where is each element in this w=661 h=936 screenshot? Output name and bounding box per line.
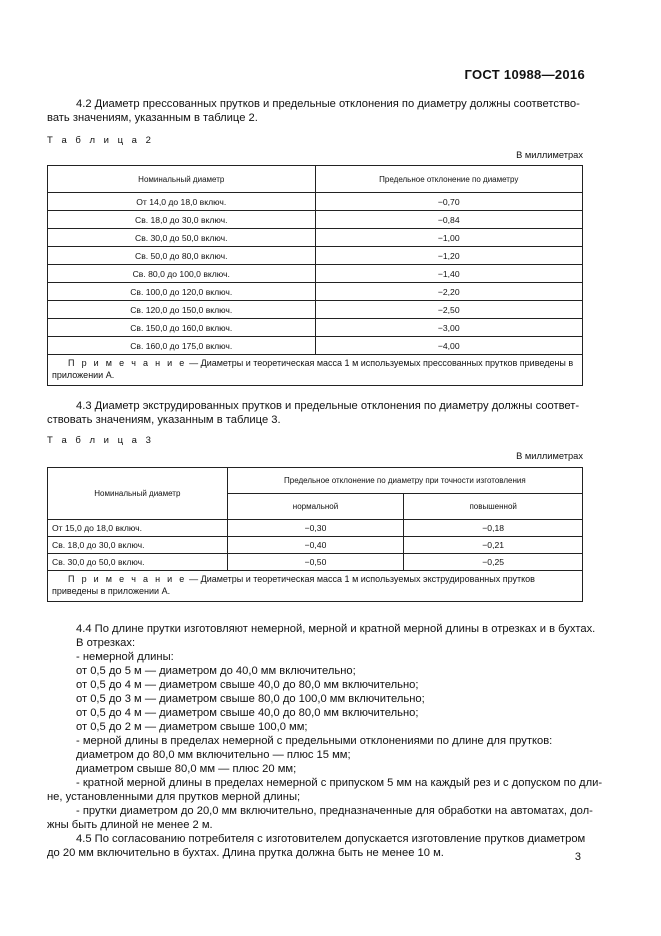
table-cell: Св. 30,0 до 50,0 включ. (48, 554, 228, 571)
table-row (48, 229, 583, 247)
table-3-caption: Т а б л и ц а 3 (47, 435, 154, 446)
table-row (48, 319, 583, 337)
section-4-4-line: диаметром свыше 80,0 мм — плюс 20 мм; (76, 763, 297, 775)
table-cell: Св. 150,0 до 160,0 включ. (48, 319, 316, 337)
table-cell: −2,20 (315, 283, 583, 301)
section-4-4-line: - кратной мерной длины в пределах немерной с припуском 5 мм на каждый рез и с допуском по дли- (76, 777, 603, 789)
section-4-4-line: жны быть длиной не менее 2 м. (47, 819, 213, 831)
section-4-2-line-1: 4.2 Диаметр прессованных прутков и предельные отклонения по диаметру должны соответство- (76, 98, 580, 110)
document-header: ГОСТ 10988—2016 (464, 67, 585, 82)
section-4-4-line: от 0,5 до 3 м — диаметром свыше 80,0 до 100,0 мм включительно; (76, 693, 425, 705)
table-cell: −0,25 (404, 554, 583, 571)
table-3-header-group: Предельное отклонение по диаметру при точности изготовления (227, 468, 582, 494)
table-cell: −0,21 (404, 537, 583, 554)
note-text: — Диаметры и теоретическая масса 1 м используемых экструдированных прутков приведены в приложении А. (52, 574, 535, 596)
section-4-4-line: диаметром до 80,0 мм включительно — плюс 15 мм; (76, 749, 351, 761)
section-4-4-line: от 0,5 до 2 м — диаметром свыше 100,0 мм; (76, 721, 308, 733)
table-row (48, 520, 583, 537)
table-3 (47, 467, 583, 602)
table-row (48, 211, 583, 229)
table-cell: −1,20 (315, 247, 583, 265)
section-4-4-line: не, установленными для прутков мерной длины; (47, 791, 301, 803)
table-row (48, 283, 583, 301)
table-3-header-high: повышенной (404, 494, 583, 520)
table-cell: Св. 18,0 до 30,0 включ. (48, 537, 228, 554)
table-cell: −0,18 (404, 520, 583, 537)
table-cell: −3,00 (315, 319, 583, 337)
table-cell: Св. 160,0 до 175,0 включ. (48, 337, 316, 355)
table-cell: Св. 18,0 до 30,0 включ. (48, 211, 316, 229)
table-cell: −1,40 (315, 265, 583, 283)
table-cell: Св. 50,0 до 80,0 включ. (48, 247, 316, 265)
table-cell: От 14,0 до 18,0 включ. (48, 193, 316, 211)
table-cell: −0,40 (227, 537, 404, 554)
section-4-2-line-2: вать значениям, указанным в таблице 2. (47, 112, 258, 124)
table-cell: −4,00 (315, 337, 583, 355)
table-cell: Св. 80,0 до 100,0 включ. (48, 265, 316, 283)
table-cell: От 15,0 до 18,0 включ. (48, 520, 228, 537)
note-label: П р и м е ч а н и е (68, 574, 187, 584)
table-row (48, 193, 583, 211)
table-row (48, 337, 583, 355)
table-2-header-diameter: Номинальный диаметр (48, 166, 316, 193)
table-cell: −0,50 (227, 554, 404, 571)
section-4-4-line: от 0,5 до 5 м — диаметром до 40,0 мм включительно; (76, 665, 356, 677)
table-row (48, 537, 583, 554)
table-3-note (48, 571, 583, 602)
table-3-units: В миллиметрах (516, 451, 583, 461)
table-row (48, 265, 583, 283)
table-cell: Св. 100,0 до 120,0 включ. (48, 283, 316, 301)
section-4-4-line: от 0,5 до 4 м — диаметром свыше 40,0 до 80,0 мм включительно; (76, 679, 419, 691)
table-cell: −0,70 (315, 193, 583, 211)
table-cell: −2,50 (315, 301, 583, 319)
table-row (48, 301, 583, 319)
section-4-4-line: - мерной длины в пределах немерной с предельными отклонениями по длине для прутков: (76, 735, 553, 747)
table-2-units: В миллиметрах (516, 150, 583, 160)
section-4-4-line: - немерной длины: (76, 651, 174, 663)
section-4-4-line: В отрезках: (76, 637, 136, 649)
page-number: 3 (574, 851, 581, 863)
table-cell: Св. 30,0 до 50,0 включ. (48, 229, 316, 247)
table-2-note (48, 355, 583, 386)
section-4-5-line: 4.5 По согласованию потребителя с изготовителем допускается изготовление прутков диаметром (76, 833, 586, 845)
table-cell: −1,00 (315, 229, 583, 247)
table-cell: Св. 120,0 до 150,0 включ. (48, 301, 316, 319)
table-3-header-diameter: Номинальный диаметр (48, 468, 228, 520)
section-4-3-line-2: ствовать значениям, указанным в таблице 3. (47, 414, 281, 426)
table-3-header-normal: нормальной (227, 494, 404, 520)
table-row (48, 554, 583, 571)
table-2-header-deviation: Предельное отклонение по диаметру (315, 166, 583, 193)
table-cell: −0,30 (227, 520, 404, 537)
table-2-caption: Т а б л и ц а 2 (47, 135, 154, 146)
section-4-4-line: 4.4 По длине прутки изготовляют немерной, мерной и кратной мерной длины в отрезках и в бухтах. (76, 623, 596, 635)
section-4-4-line: от 0,5 до 4 м — диаметром свыше 40,0 до 80,0 мм включительно; (76, 707, 419, 719)
table-2-header-row (48, 166, 583, 193)
table-2-note-row (48, 355, 583, 386)
table-3-note-row (48, 571, 583, 602)
note-text: — Диаметры и теоретическая масса 1 м используемых прессованных прутков приведены в приложении А. (52, 358, 574, 380)
section-4-5-line: до 20 мм включительно в бухтах. Длина прутка должна быть не менее 10 м. (47, 847, 444, 859)
section-4-3-line-1: 4.3 Диаметр экструдированных прутков и предельные отклонения по диаметру должны соответ- (76, 400, 580, 412)
table-2 (47, 165, 583, 386)
section-4-4-line: - прутки диаметром до 20,0 мм включительно, предназначенные для обработки на автоматах, дол- (76, 805, 593, 817)
table-3-header-row-1 (48, 468, 583, 494)
table-row (48, 247, 583, 265)
note-label: П р и м е ч а н и е (68, 358, 187, 368)
table-cell: −0,84 (315, 211, 583, 229)
